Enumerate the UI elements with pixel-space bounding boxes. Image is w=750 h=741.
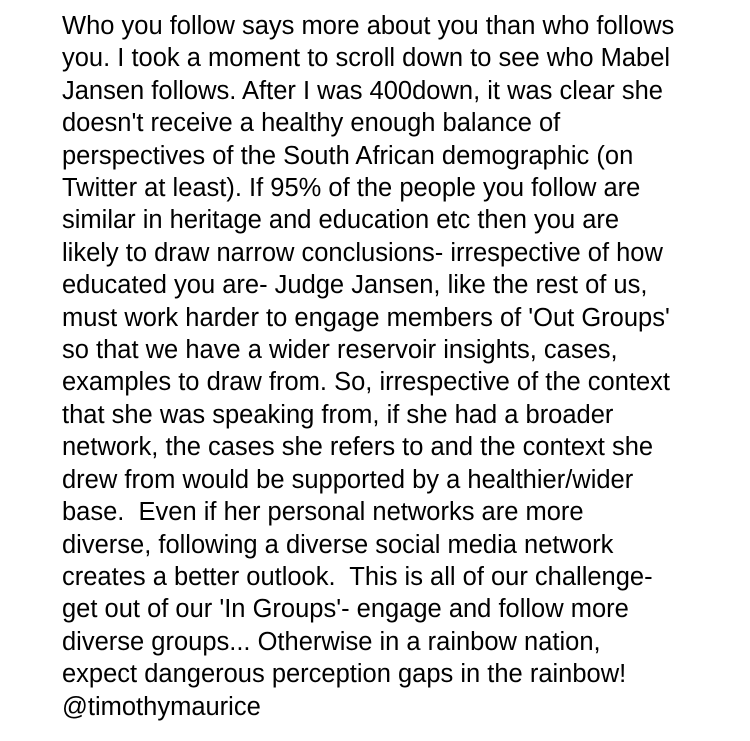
text-line: so that we have a wider reservoir insights, cases, (62, 336, 618, 365)
text-line: must work harder to engage members of 'Out Groups' (62, 303, 670, 332)
text-line: educated you are- Judge Jansen, like the rest of us, (62, 271, 648, 300)
text-line: creates a better outlook. This is all of our challenge- (62, 562, 653, 591)
text-line: base. Even if her personal networks are more (62, 498, 584, 527)
author-handle: @timothymaurice (62, 692, 261, 721)
text-line: Who you follow says more about you than who follows (62, 12, 675, 40)
text-line: drew from would be supported by a healthier/wider (62, 465, 634, 494)
text-line: diverse groups... Otherwise in a rainbow nation, (62, 627, 601, 656)
text-line: get out of our 'In Groups'- engage and follow more (62, 595, 629, 624)
text-line: likely to draw narrow conclusions- irrespective of how (62, 238, 663, 267)
text-line: expect dangerous perception gaps in the rainbow! (62, 660, 627, 689)
text-line: you. I took a moment to scroll down to see who Mabel (62, 44, 671, 73)
text-line: doesn't receive a healthy enough balance of (62, 109, 561, 138)
text-line: network, the cases she refers to and the context she (62, 433, 654, 462)
text-line: that she was speaking from, if she had a broader (62, 400, 614, 429)
text-line: examples to draw from. So, irrespective of the context (62, 368, 671, 397)
text-line: Twitter at least). If 95% of the people you follow are (62, 174, 641, 203)
text-line: Jansen follows. After I was 400down, it was clear she (62, 76, 663, 105)
text-line: similar in heritage and education etc then you are (62, 206, 620, 235)
document-body (62, 10, 742, 723)
text-line: diverse, following a diverse social media network (62, 530, 614, 559)
text-line: perspectives of the South African demographic (on (62, 141, 634, 170)
